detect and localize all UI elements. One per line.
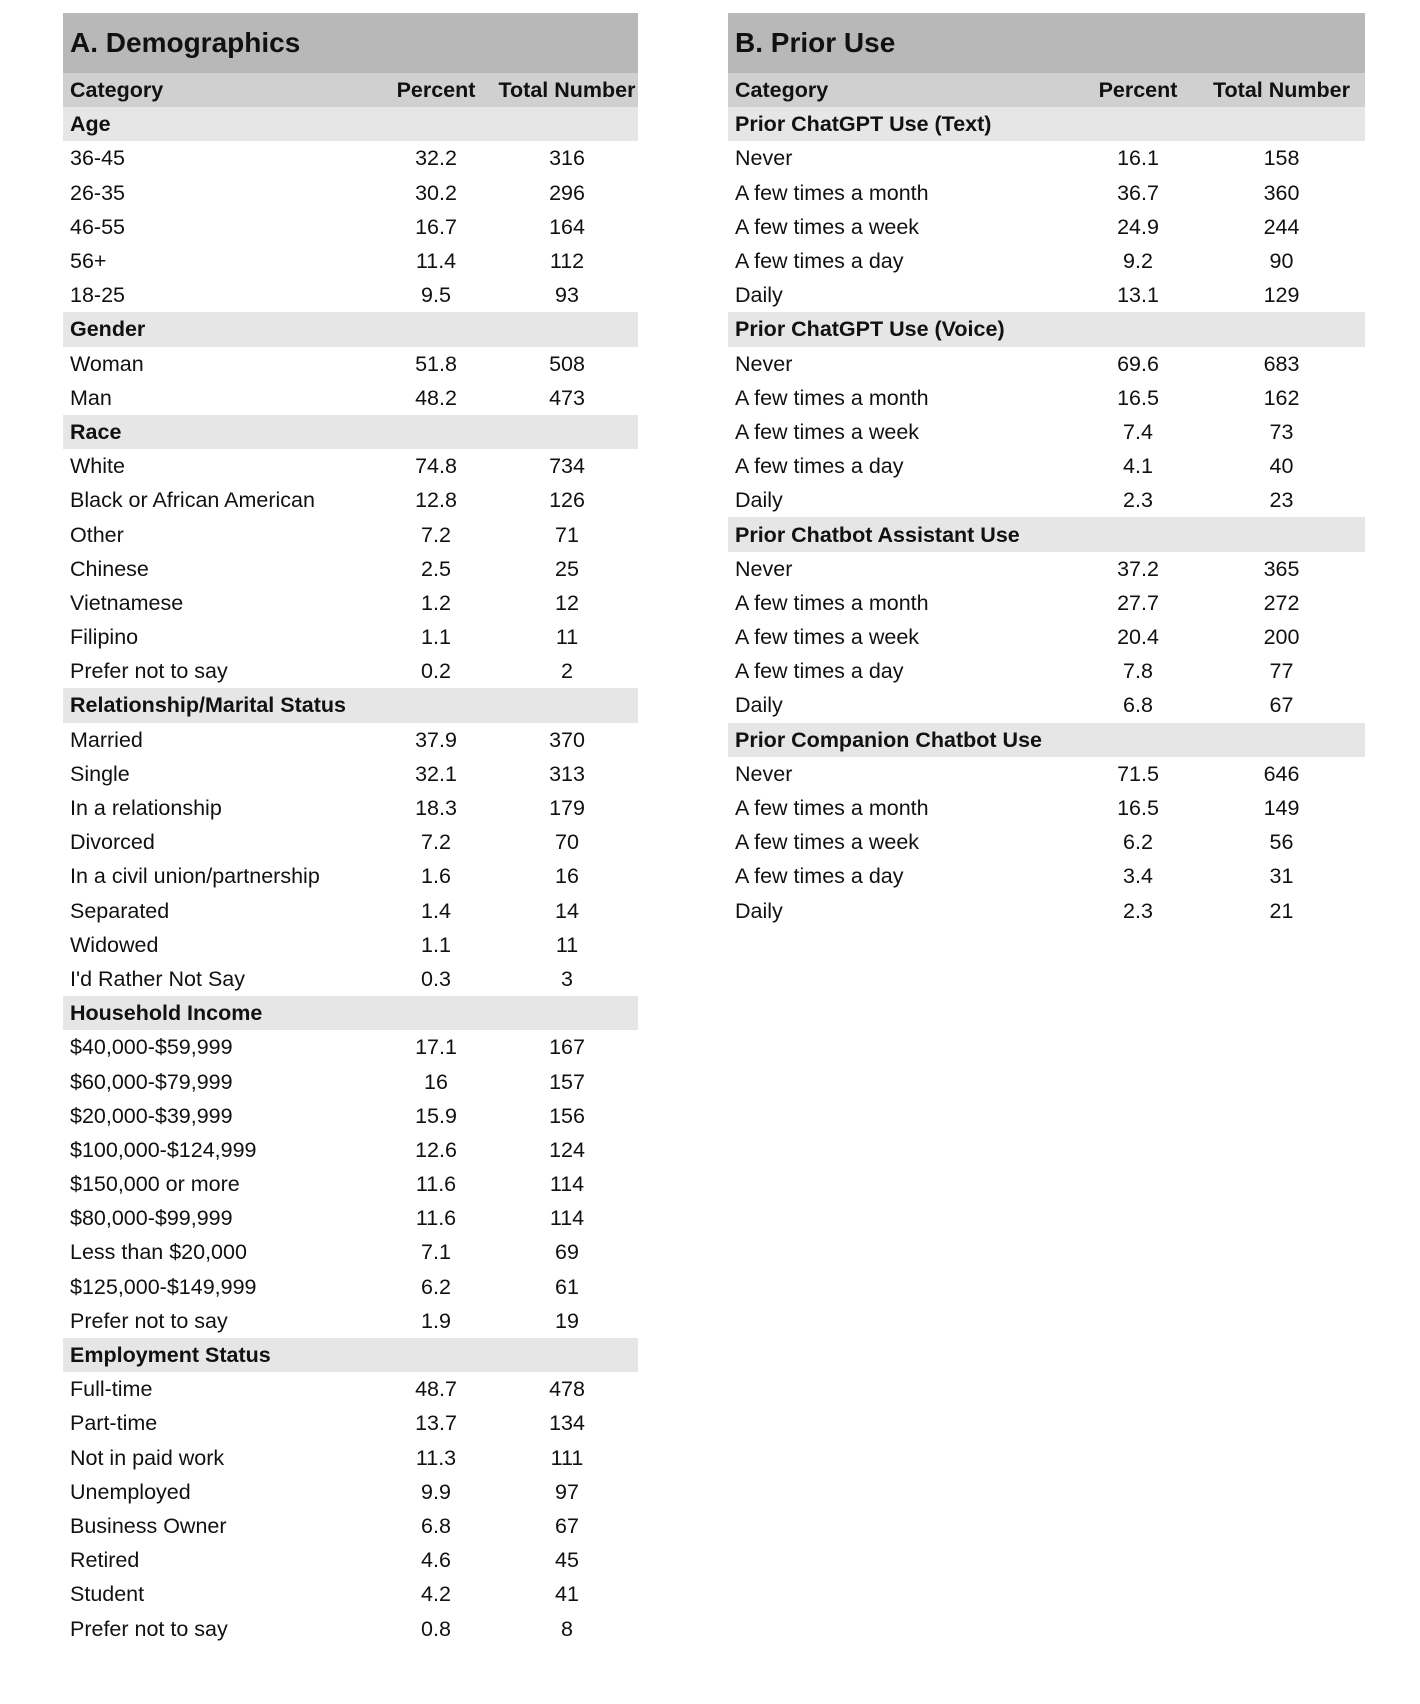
- percent-cell: 9.2: [1123, 249, 1153, 274]
- total-number-cell: 77: [1269, 659, 1294, 684]
- percent-cell: 48.7: [415, 1377, 457, 1402]
- percent-cell: 32.2: [415, 146, 457, 171]
- section-label: Prior Chatbot Assistant Use: [728, 517, 1365, 551]
- table-row: [63, 517, 638, 551]
- percent-cell: 27.7: [1117, 590, 1159, 615]
- category-cell: Student: [70, 1582, 145, 1607]
- total-number-cell: 111: [550, 1445, 584, 1470]
- category-cell: Prefer not to say: [70, 659, 228, 684]
- category-cell: Prefer not to say: [70, 1308, 228, 1333]
- total-number-cell: 313: [549, 761, 585, 786]
- percent-cell: 20.4: [1117, 625, 1159, 650]
- category-cell: $60,000-$79,999: [70, 1069, 233, 1094]
- table-row: [63, 620, 638, 654]
- category-cell: Never: [735, 146, 793, 171]
- category-cell: $125,000-$149,999: [70, 1274, 257, 1299]
- percent-cell: 17.1: [415, 1035, 457, 1060]
- percent-cell: 1.4: [421, 898, 451, 923]
- table-row: [728, 449, 1365, 483]
- total-number-cell: 70: [555, 830, 579, 855]
- percent-cell: 1.1: [421, 625, 451, 650]
- section-header-row: [728, 107, 1365, 141]
- total-number-cell: 156: [549, 1103, 585, 1128]
- category-cell: Married: [70, 727, 143, 752]
- percent-cell: 7.4: [1123, 419, 1153, 444]
- table-row: [63, 757, 638, 791]
- percent-cell: 9.9: [421, 1479, 451, 1504]
- column-header-category: Category: [728, 73, 1078, 107]
- percent-cell: 7.1: [421, 1240, 451, 1265]
- table-row: [63, 244, 638, 278]
- table-row: [63, 483, 638, 517]
- percent-cell: 1.9: [421, 1308, 451, 1333]
- total-number-cell: 31: [1269, 864, 1294, 889]
- total-number-cell: 473: [549, 385, 585, 410]
- category-cell: Separated: [70, 898, 170, 923]
- percent-cell: 11.3: [415, 1445, 457, 1470]
- percent-cell: 0.2: [421, 659, 451, 684]
- category-cell: Not in paid work: [70, 1445, 225, 1470]
- category-cell: 36-45: [70, 146, 125, 171]
- category-cell: $100,000-$124,999: [70, 1137, 257, 1162]
- table-row: [728, 381, 1365, 415]
- percent-cell: 12.6: [415, 1137, 457, 1162]
- total-number-cell: 67: [1269, 693, 1294, 718]
- percent-cell: 1.2: [421, 590, 451, 615]
- category-cell: Business Owner: [70, 1513, 227, 1538]
- table-row: [63, 825, 638, 859]
- category-cell: A few times a month: [735, 590, 929, 615]
- total-number-cell: 296: [549, 180, 585, 205]
- table-row: [63, 1509, 638, 1543]
- table-row: [63, 1475, 638, 1509]
- table-row: [63, 1406, 638, 1440]
- total-number-cell: 2: [561, 659, 573, 684]
- table-row: [63, 1133, 638, 1167]
- category-cell: A few times a month: [735, 385, 929, 410]
- percent-cell: 71.5: [1117, 761, 1159, 786]
- percent-cell: 16.7: [415, 214, 457, 239]
- total-number-cell: 67: [555, 1513, 579, 1538]
- section-label: Employment Status: [63, 1338, 638, 1372]
- table-row: [63, 1099, 638, 1133]
- column-header-percent: Percent: [1078, 73, 1198, 107]
- table-row: [728, 620, 1365, 654]
- percent-cell: 0.8: [421, 1616, 451, 1641]
- category-cell: A few times a month: [735, 796, 929, 821]
- category-cell: A few times a day: [735, 454, 904, 479]
- total-number-cell: 21: [1269, 898, 1294, 923]
- category-cell: 18-25: [70, 283, 125, 308]
- table-row: [728, 210, 1365, 244]
- column-header-total: Total Number: [1198, 73, 1365, 107]
- category-cell: A few times a week: [735, 830, 920, 855]
- section-header-row: [63, 1338, 638, 1372]
- table-row: [728, 347, 1365, 381]
- percent-cell: 16: [424, 1069, 448, 1094]
- percent-cell: 37.2: [1117, 556, 1159, 581]
- total-number-cell: 112: [549, 249, 585, 274]
- total-number-cell: 683: [1263, 351, 1300, 376]
- panel-title: A. Demographics: [63, 13, 638, 73]
- total-number-cell: 244: [1263, 214, 1300, 239]
- table-row: [728, 483, 1365, 517]
- section-header-row: [728, 723, 1365, 757]
- total-number-cell: 124: [549, 1137, 585, 1162]
- total-number-cell: 126: [549, 488, 585, 513]
- table-row: [728, 688, 1365, 722]
- table-row: [63, 552, 638, 586]
- total-number-cell: 646: [1263, 761, 1300, 786]
- category-cell: A few times a month: [735, 180, 929, 205]
- total-number-cell: 3: [561, 966, 573, 991]
- total-number-cell: 61: [555, 1274, 579, 1299]
- table-row: [63, 1543, 638, 1577]
- category-cell: 46-55: [70, 214, 125, 239]
- category-cell: Never: [735, 556, 793, 581]
- column-header-category: Category: [63, 73, 376, 107]
- category-cell: $40,000-$59,999: [70, 1035, 233, 1060]
- section-header-row: [63, 107, 638, 141]
- table-row: [63, 859, 638, 893]
- table-row: [63, 1064, 638, 1098]
- category-cell: Chinese: [70, 556, 149, 581]
- percent-cell: 69.6: [1117, 351, 1159, 376]
- section-header-row: [728, 312, 1365, 346]
- category-cell: A few times a day: [735, 659, 904, 684]
- total-number-cell: 365: [1263, 556, 1300, 581]
- table-row: [728, 757, 1365, 791]
- percent-cell: 0.3: [421, 966, 451, 991]
- section-label: Age: [63, 107, 638, 141]
- total-number-cell: 164: [549, 214, 585, 239]
- total-number-cell: 23: [1269, 488, 1294, 513]
- total-number-cell: 179: [549, 796, 585, 821]
- category-cell: Never: [735, 761, 793, 786]
- table-row: [63, 1372, 638, 1406]
- percent-cell: 11.6: [415, 1206, 457, 1231]
- percent-cell: 11.6: [415, 1172, 457, 1197]
- total-number-cell: 114: [549, 1206, 585, 1231]
- table-row: [63, 1577, 638, 1611]
- total-number-cell: 167: [549, 1035, 585, 1060]
- percent-cell: 4.2: [421, 1582, 451, 1607]
- total-number-cell: 93: [555, 283, 579, 308]
- total-number-cell: 316: [549, 146, 585, 171]
- table-row: [63, 586, 638, 620]
- category-cell: Other: [70, 522, 124, 547]
- header-row: [63, 73, 638, 107]
- category-cell: A few times a day: [735, 249, 904, 274]
- category-cell: A few times a week: [735, 214, 920, 239]
- table-row: [63, 1167, 638, 1201]
- category-cell: $80,000-$99,999: [70, 1206, 233, 1231]
- category-cell: 56+: [70, 249, 107, 274]
- demographics-panel: [63, 13, 638, 1646]
- table-row: [728, 415, 1365, 449]
- total-number-cell: 129: [1263, 283, 1300, 308]
- percent-cell: 2.3: [1123, 488, 1153, 513]
- percent-cell: 15.9: [415, 1103, 457, 1128]
- table-row: [63, 1304, 638, 1338]
- percent-cell: 2.5: [421, 556, 451, 581]
- table-row: [728, 176, 1365, 210]
- total-number-cell: 14: [555, 898, 579, 923]
- table-row: [63, 210, 638, 244]
- table-row: [63, 1030, 638, 1064]
- percent-cell: 16.5: [1117, 796, 1159, 821]
- total-number-cell: 272: [1263, 590, 1300, 615]
- total-number-cell: 16: [555, 864, 579, 889]
- percent-cell: 6.2: [421, 1274, 451, 1299]
- column-header-percent: Percent: [376, 73, 496, 107]
- category-cell: Widowed: [70, 932, 159, 957]
- total-number-cell: 360: [1263, 180, 1300, 205]
- percent-cell: 2.3: [1123, 898, 1153, 923]
- total-number-cell: 114: [549, 1172, 585, 1197]
- header-row: [728, 73, 1365, 107]
- category-cell: Daily: [735, 693, 783, 718]
- percent-cell: 16.5: [1117, 385, 1159, 410]
- column-header-total: Total Number: [496, 73, 638, 107]
- category-cell: Man: [70, 385, 112, 410]
- percent-cell: 51.8: [415, 351, 457, 376]
- table-row: [728, 141, 1365, 175]
- total-number-cell: 71: [555, 522, 579, 547]
- category-cell: Filipino: [70, 625, 139, 650]
- percent-cell: 6.8: [421, 1513, 451, 1538]
- section-label: Race: [63, 415, 638, 449]
- panel-title: B. Prior Use: [728, 13, 1365, 73]
- total-number-cell: 12: [555, 590, 579, 615]
- section-label: Household Income: [63, 996, 638, 1030]
- total-number-cell: 45: [555, 1548, 579, 1573]
- table-row: [63, 1235, 638, 1269]
- table-row: [63, 1441, 638, 1475]
- percent-cell: 74.8: [415, 454, 457, 479]
- total-number-cell: 40: [1269, 454, 1294, 479]
- percent-cell: 7.2: [421, 830, 451, 855]
- total-number-cell: 11: [555, 625, 579, 650]
- table-row: [728, 825, 1365, 859]
- category-cell: Unemployed: [70, 1479, 191, 1504]
- demographics-table: [63, 73, 638, 1646]
- category-cell: 26-35: [70, 180, 125, 205]
- percent-cell: 32.1: [415, 761, 457, 786]
- percent-cell: 7.2: [421, 522, 451, 547]
- category-cell: $20,000-$39,999: [70, 1103, 233, 1128]
- table-row: [63, 141, 638, 175]
- section-label: Gender: [63, 312, 638, 346]
- total-number-cell: 158: [1263, 146, 1300, 171]
- percent-cell: 36.7: [1117, 180, 1159, 205]
- category-cell: I'd Rather Not Say: [70, 966, 245, 991]
- percent-cell: 7.8: [1123, 659, 1153, 684]
- total-number-cell: 134: [549, 1411, 585, 1436]
- table-row: [63, 962, 638, 996]
- table-row: [63, 278, 638, 312]
- total-number-cell: 149: [1263, 796, 1300, 821]
- total-number-cell: 478: [549, 1377, 585, 1402]
- percent-cell: 4.1: [1123, 454, 1153, 479]
- category-cell: Part-time: [70, 1411, 158, 1436]
- total-number-cell: 69: [555, 1240, 579, 1265]
- percent-cell: 18.3: [415, 796, 457, 821]
- category-cell: Prefer not to say: [70, 1616, 228, 1641]
- table-row: [63, 381, 638, 415]
- category-cell: A few times a week: [735, 419, 920, 444]
- percent-cell: 24.9: [1117, 214, 1159, 239]
- category-cell: Daily: [735, 898, 783, 923]
- percent-cell: 4.6: [421, 1548, 451, 1573]
- table-row: [63, 894, 638, 928]
- category-cell: Single: [70, 761, 130, 786]
- table-row: [63, 176, 638, 210]
- category-cell: In a relationship: [70, 796, 222, 821]
- total-number-cell: 11: [555, 932, 579, 957]
- table-row: [728, 791, 1365, 825]
- section-header-row: [728, 517, 1365, 551]
- category-cell: In a civil union/partnership: [70, 864, 320, 889]
- table-row: [63, 347, 638, 381]
- total-number-cell: 200: [1263, 625, 1300, 650]
- category-cell: A few times a week: [735, 625, 920, 650]
- total-number-cell: 90: [1269, 249, 1294, 274]
- prior-use-panel: [728, 13, 1365, 928]
- section-label: Relationship/Marital Status: [63, 688, 638, 722]
- table-row: [728, 859, 1365, 893]
- total-number-cell: 73: [1269, 419, 1294, 444]
- total-number-cell: 56: [1269, 830, 1294, 855]
- section-label: Prior ChatGPT Use (Voice): [728, 312, 1365, 346]
- table-row: [63, 791, 638, 825]
- section-label: Prior Companion Chatbot Use: [728, 723, 1365, 757]
- percent-cell: 3.4: [1123, 864, 1153, 889]
- section-header-row: [63, 688, 638, 722]
- section-header-row: [63, 312, 638, 346]
- table-row: [63, 654, 638, 688]
- category-cell: White: [70, 454, 125, 479]
- total-number-cell: 162: [1263, 385, 1300, 410]
- percent-cell: 13.1: [1117, 283, 1159, 308]
- category-cell: Daily: [735, 283, 783, 308]
- table-row: [728, 244, 1365, 278]
- total-number-cell: 19: [555, 1308, 579, 1333]
- section-header-row: [63, 996, 638, 1030]
- table-row: [728, 586, 1365, 620]
- percent-cell: 13.7: [415, 1411, 457, 1436]
- table-row: [63, 449, 638, 483]
- category-cell: Daily: [735, 488, 783, 513]
- table-row: [728, 654, 1365, 688]
- section-header-row: [63, 415, 638, 449]
- table-row: [728, 278, 1365, 312]
- table-row: [728, 894, 1365, 928]
- total-number-cell: 157: [549, 1069, 585, 1094]
- total-number-cell: 8: [561, 1616, 573, 1641]
- total-number-cell: 25: [555, 556, 579, 581]
- total-number-cell: 41: [555, 1582, 579, 1607]
- percent-cell: 30.2: [415, 180, 457, 205]
- percent-cell: 6.2: [1123, 830, 1153, 855]
- percent-cell: 37.9: [415, 727, 457, 752]
- category-cell: Woman: [70, 351, 144, 376]
- table-row: [63, 1201, 638, 1235]
- percent-cell: 1.1: [421, 932, 451, 957]
- table-row: [63, 723, 638, 757]
- section-label: Prior ChatGPT Use (Text): [728, 107, 1365, 141]
- percent-cell: 11.4: [415, 249, 457, 274]
- percent-cell: 16.1: [1117, 146, 1159, 171]
- category-cell: $150,000 or more: [70, 1172, 240, 1197]
- percent-cell: 9.5: [421, 283, 451, 308]
- category-cell: Retired: [70, 1548, 140, 1573]
- category-cell: Divorced: [70, 830, 155, 855]
- table-row: [728, 552, 1365, 586]
- table-row: [63, 1611, 638, 1645]
- table-row: [63, 1270, 638, 1304]
- category-cell: Vietnamese: [70, 590, 184, 615]
- category-cell: Never: [735, 351, 793, 376]
- table-row: [63, 928, 638, 962]
- category-cell: Black or African American: [70, 488, 315, 513]
- percent-cell: 6.8: [1123, 693, 1153, 718]
- percent-cell: 12.8: [415, 488, 457, 513]
- percent-cell: 48.2: [415, 385, 457, 410]
- total-number-cell: 508: [549, 351, 585, 376]
- category-cell: Less than $20,000: [70, 1240, 247, 1265]
- percent-cell: 1.6: [421, 864, 451, 889]
- total-number-cell: 370: [549, 727, 585, 752]
- total-number-cell: 97: [555, 1479, 579, 1504]
- total-number-cell: 734: [549, 454, 585, 479]
- category-cell: A few times a day: [735, 864, 904, 889]
- category-cell: Full-time: [70, 1377, 153, 1402]
- prior-use-table: [728, 73, 1365, 928]
